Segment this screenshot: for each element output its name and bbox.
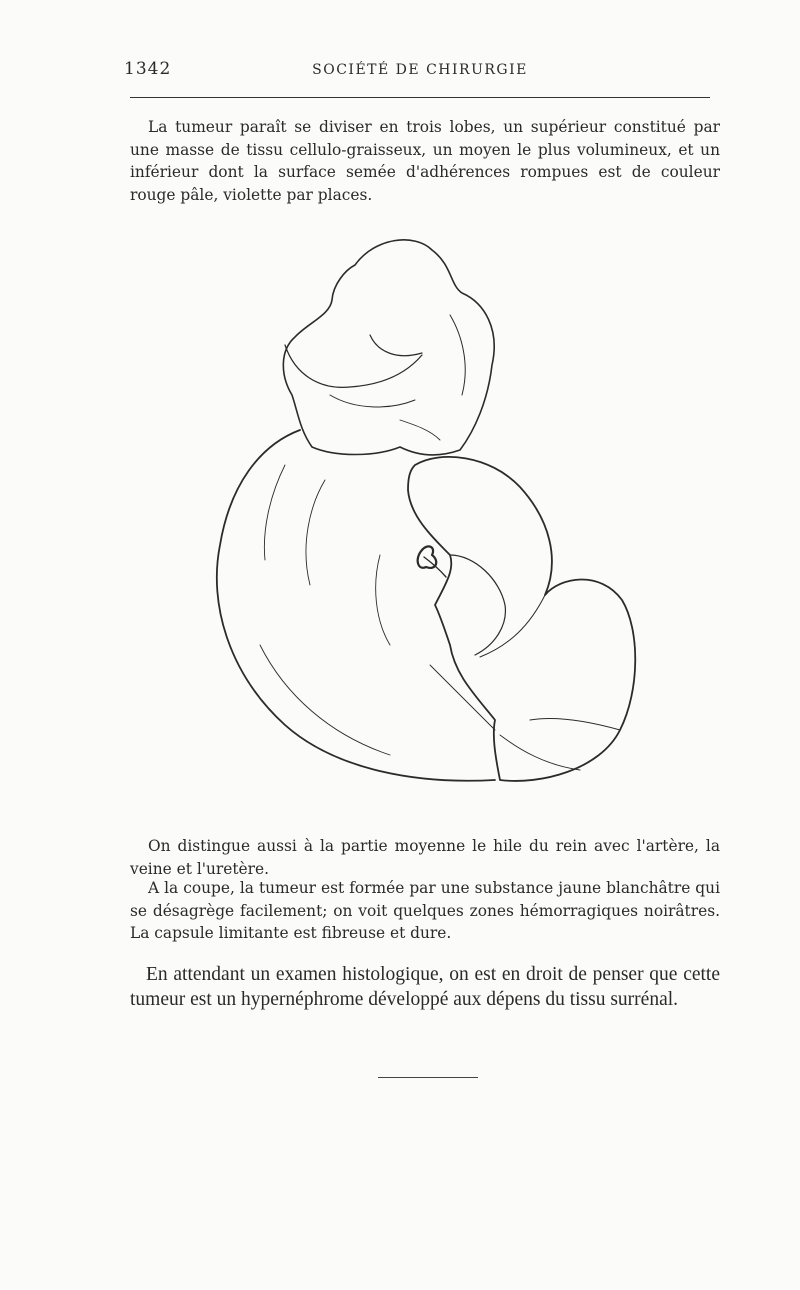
middle-lobe-fold: [264, 465, 285, 560]
kidney-pole-fold: [480, 595, 545, 657]
header-rule: [130, 97, 710, 98]
lower-bulge-fold: [530, 718, 620, 730]
page-number: 1342: [124, 59, 172, 79]
paragraph-renal-hilum: On distingue aussi à la partie moyenne le hile du rein avec l'artère, la veine et l'uretère.: [130, 837, 720, 878]
tumor-drawing: [200, 225, 650, 810]
tumor-illustration: [200, 225, 650, 810]
upper-lobe-fold: [400, 420, 440, 440]
running-title: SOCIÉTÉ DE CHIRURGIE: [312, 62, 528, 78]
paragraph-tumor-lobes: La tumeur paraît se diviser en trois lobes, un supérieur constitué par une masse de tissu cellulo-graisseux, un moyen le plus volumineux, et un inférieur dont la surface semée d'adhérences rompues est de couleur rouge pâle, violette par places.: [130, 118, 720, 204]
paragraph-cross-section: A la coupe, la tumeur est formée par une substance jaune blanchâtre qui se désagrège facilement; on voit quelques zones hémorragiques noirâtres. La capsule limitante est fibreuse et dure.: [130, 879, 720, 942]
middle-lobe-fold: [306, 480, 325, 585]
lower-bulge-fold: [500, 735, 580, 770]
middle-lobe-fold: [260, 645, 390, 755]
upper-lobe-fold: [370, 335, 422, 356]
upper-lobe-fold: [285, 345, 422, 387]
page-header: [124, 56, 710, 88]
kidney-inner-contour: [450, 555, 505, 655]
kidney-lobe-outline: [408, 457, 635, 781]
upper-lobe-fold: [450, 315, 465, 395]
upper-lobe-fold: [330, 395, 415, 407]
middle-lobe-outline: [217, 430, 495, 781]
middle-lobe-fold: [430, 665, 495, 730]
middle-lobe-fold: [376, 555, 390, 645]
paragraph-conclusion: En attendant un examen histologique, on est en droit de penser que cette tumeur est un hypernéphrome développé aux dépens du tissu surrénal.: [130, 964, 720, 1010]
end-rule: [378, 1077, 478, 1078]
